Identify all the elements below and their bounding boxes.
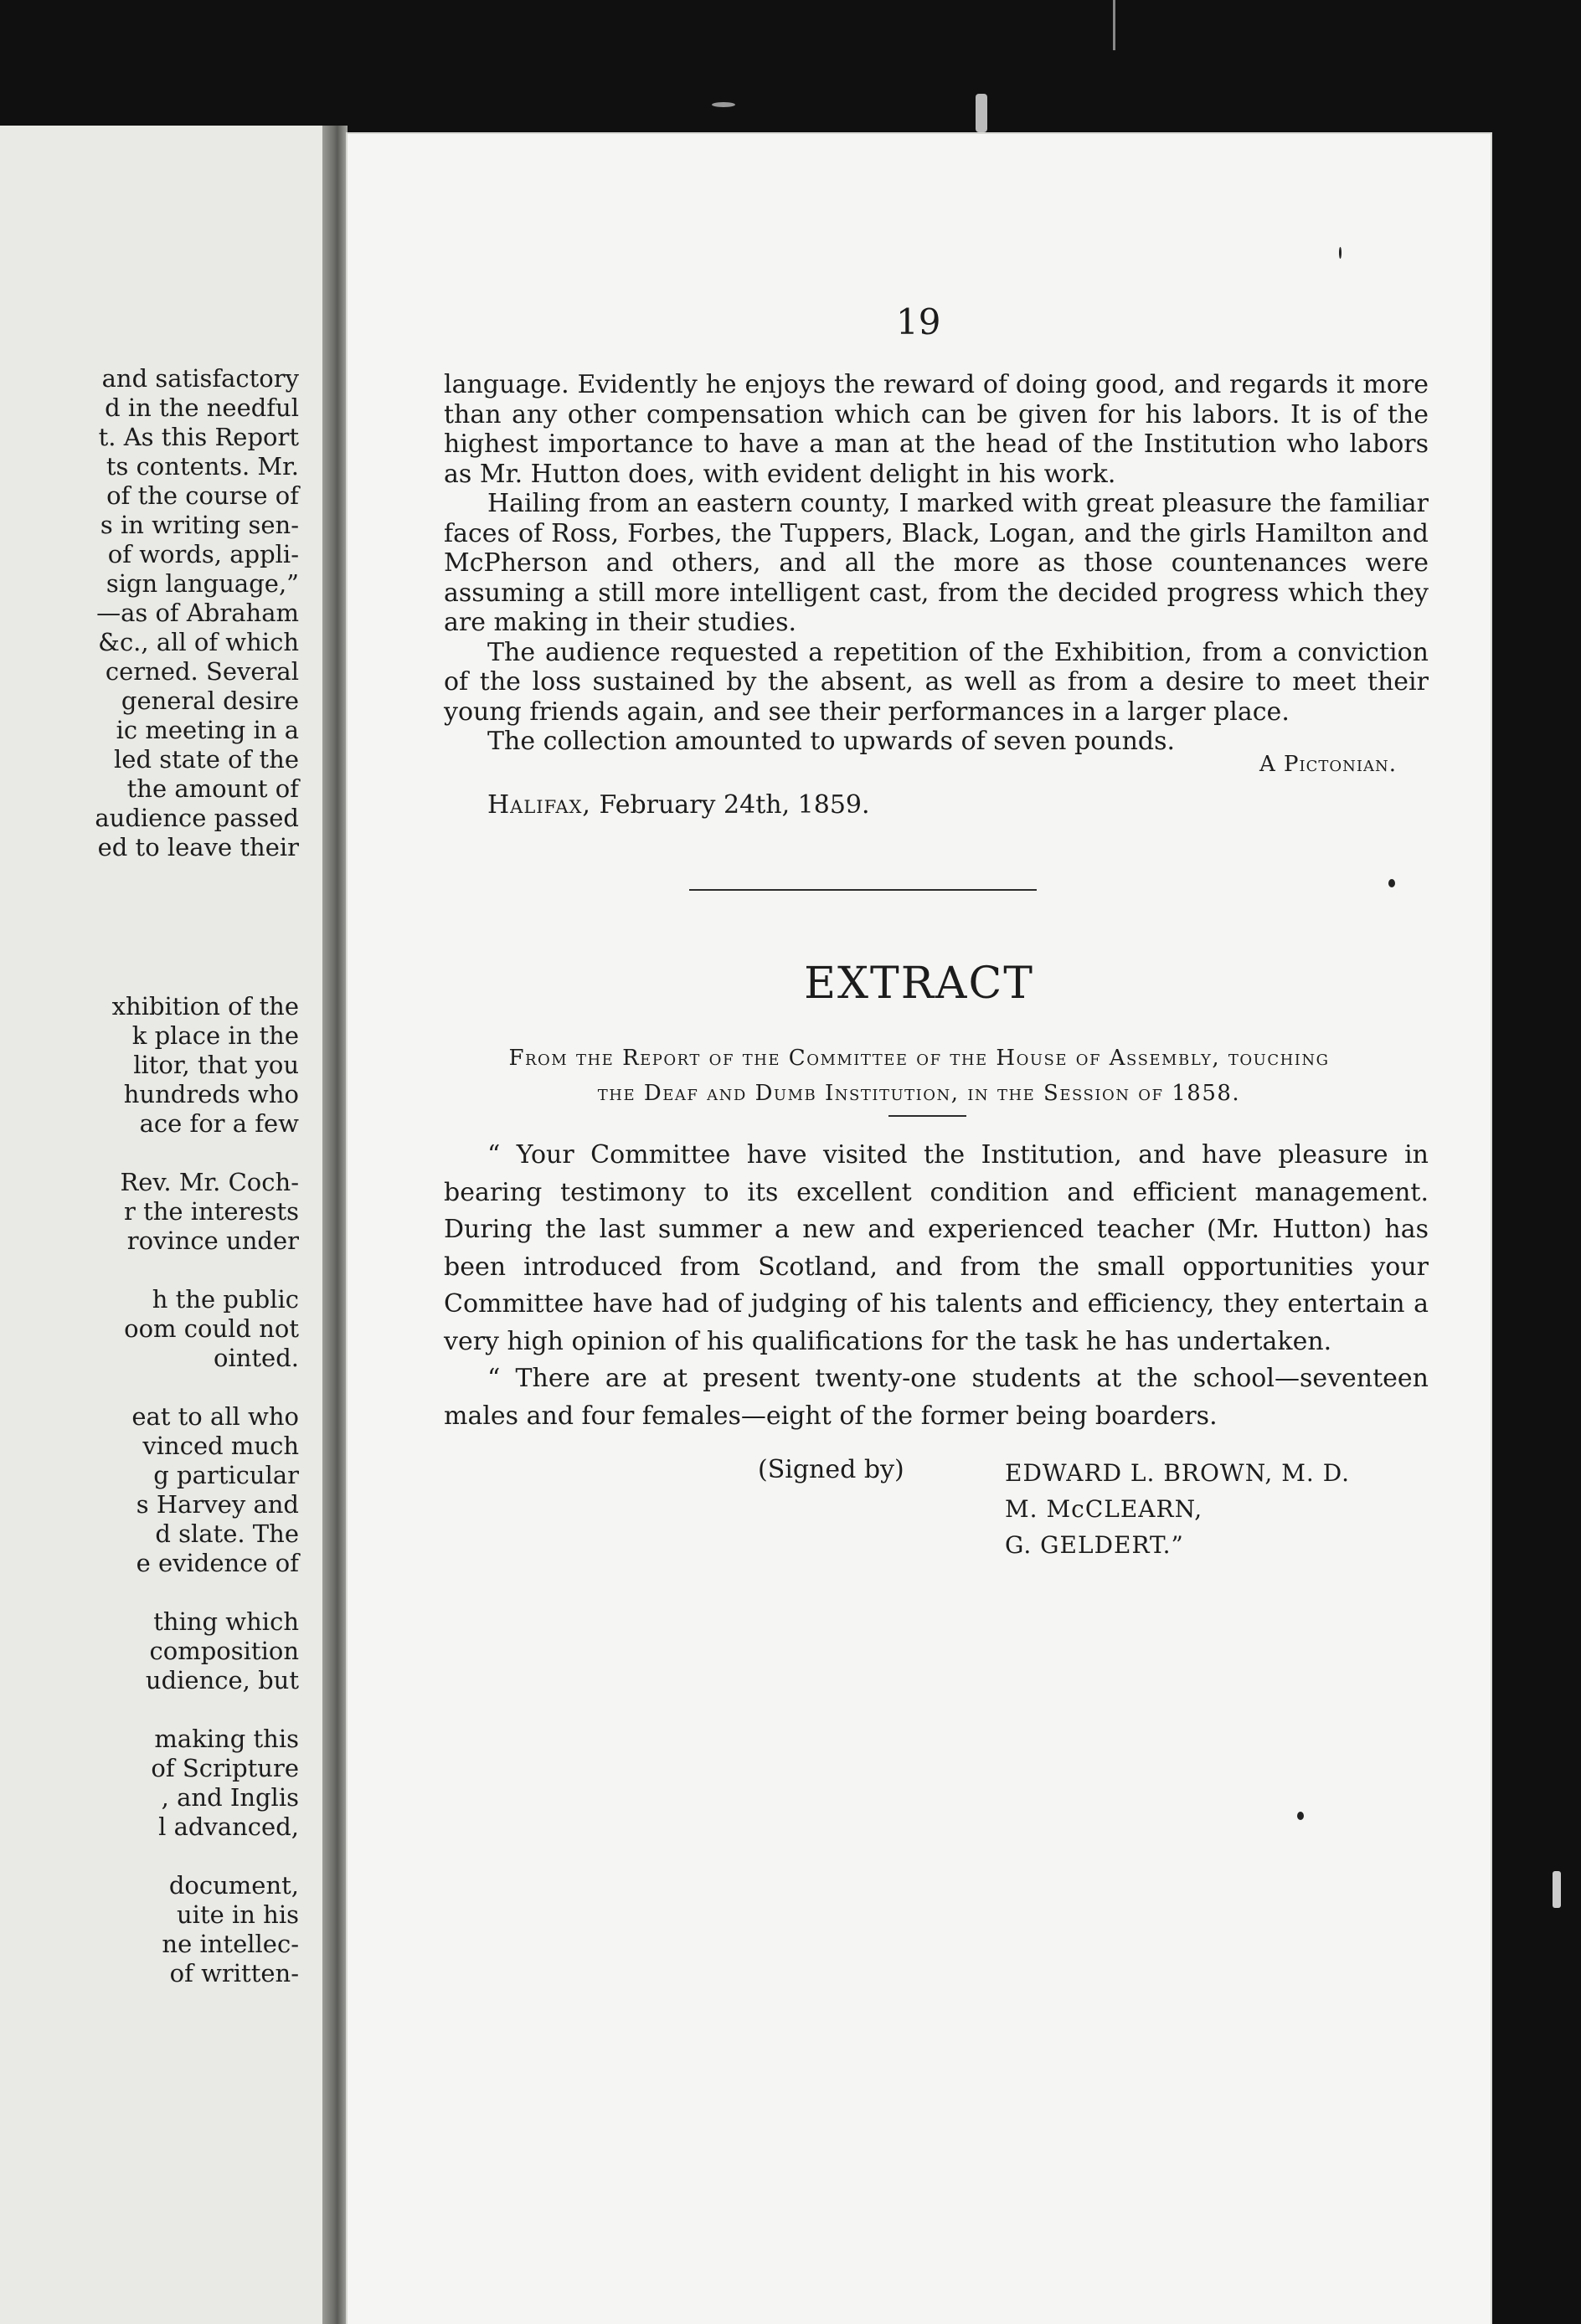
left-line: ne intellec-	[162, 1930, 299, 1958]
dateline-place: Halifax,	[487, 790, 591, 820]
extract-subheading	[348, 1041, 1491, 1111]
left-line: cerned. Several	[105, 657, 299, 686]
left-line: s in writing sen-	[100, 511, 299, 539]
left-page-fragment	[0, 126, 322, 2324]
extract-subheading-line: From the Report of the Committee of the House of Assembly, touching	[508, 1046, 1330, 1071]
letter-dateline	[487, 790, 870, 820]
left-line: and satisfactory	[101, 364, 299, 393]
letter-paragraph: language. Evidently he enjoys the reward of doing good, and regards it more than any other compensation which can be given for his labors. It is of the highest importance to have a man at the head of the Institution who labors as Mr. Hutton does, with evident delight in his work.	[444, 370, 1429, 489]
left-line: of Scripture	[151, 1754, 299, 1782]
left-line: r the interests	[123, 1197, 299, 1226]
extract-subheading-line: the Deaf and Dumb Institution, in the Session of 1858.	[597, 1081, 1241, 1106]
left-line: d in the needful	[105, 393, 299, 422]
left-line: ts contents. Mr.	[106, 452, 299, 481]
left-line: sign language,”	[106, 569, 299, 598]
left-line: document,	[168, 1871, 299, 1900]
letter-paragraph: Hailing from an eastern county, I marked with great pleasure the familiar faces of Ross, Forbes, the Tuppers, Black, Logan, and the girls Hamilton and McPherson and others, and all the more as those countenances were assuming a still more intelligent cast, from the decided progress which they are making in their studies.	[444, 489, 1429, 637]
left-line: audience passed	[95, 804, 299, 832]
left-block-7	[0, 1725, 299, 1842]
left-line: composition	[149, 1637, 299, 1665]
left-line: uite in his	[177, 1900, 299, 1929]
left-line: the amount of	[126, 774, 299, 803]
left-block-1	[0, 364, 299, 862]
letter-paragraph: The collection amounted to upwards of seven pounds.	[487, 727, 1176, 756]
left-line: of words, appli-	[107, 540, 299, 568]
left-line: udience, but	[145, 1666, 299, 1694]
left-line: led state of the	[114, 745, 299, 774]
left-line: —as of Abraham	[96, 599, 299, 627]
book-binding-gutter	[322, 126, 348, 2324]
left-line: , and Inglis	[161, 1783, 299, 1812]
left-line: d slate. The	[155, 1519, 299, 1548]
left-line: vinced much	[142, 1432, 299, 1460]
left-block-4	[0, 1285, 299, 1373]
left-block-6	[0, 1607, 299, 1695]
left-line: Rev. Mr. Coch-	[120, 1168, 299, 1196]
scan-speck	[1339, 247, 1342, 259]
signer-name: EDWARD L. BROWN, M. D.	[1005, 1459, 1351, 1487]
scan-speck	[712, 102, 735, 107]
left-line: eat to all who	[131, 1402, 299, 1431]
page-19	[348, 134, 1491, 2324]
extract-paragraph: “ There are at present twenty-one students at the school—seventeen males and four females—eight of the former being boarders.	[444, 1364, 1429, 1431]
left-line: e evidence of	[136, 1549, 299, 1577]
left-line: xhibition of the	[111, 992, 299, 1021]
left-line: l advanced,	[158, 1812, 299, 1841]
section-divider	[689, 889, 1037, 891]
letter-body	[444, 370, 1429, 757]
left-line: ace for a few	[139, 1109, 299, 1138]
left-line: t. As this Report	[98, 423, 299, 451]
left-line: g particular	[153, 1461, 299, 1489]
extract-heading: EXTRACT	[804, 959, 1034, 1009]
left-line: ed to leave their	[97, 833, 299, 861]
left-line: of the course of	[106, 481, 299, 510]
left-line: &c., all of which	[98, 628, 299, 656]
left-line: k place in the	[131, 1021, 299, 1050]
left-line: hundreds who	[123, 1080, 299, 1108]
left-line: thing which	[153, 1607, 299, 1636]
left-line: rovince under	[126, 1226, 299, 1255]
left-block-3	[0, 1168, 299, 1256]
scan-speck	[1553, 1871, 1561, 1908]
signed-by-label: (Signed by)	[758, 1455, 904, 1484]
left-line: s Harvey and	[136, 1490, 299, 1519]
left-line: oom could not	[124, 1314, 299, 1343]
extract-paragraph: “ Your Committee have visited the Institution, and have pleasure in bearing testimony to its excellent condition and efficient management. During the last summer a new and experienced teacher (Mr. Hutton) has been introduced from Scotland, and from the small opportunities your Committee have had of judging of his talents and efficiency, they entertain a very high opinion of his qualifications for the task he has undertaken.	[444, 1140, 1429, 1356]
left-block-2	[0, 992, 299, 1139]
left-block-8	[0, 1871, 299, 1988]
heading-divider	[888, 1115, 966, 1117]
left-line: of written-	[169, 1959, 299, 1987]
scan-speck	[1388, 879, 1395, 887]
scan-speck	[1297, 1812, 1304, 1820]
left-line: making this	[154, 1725, 299, 1753]
left-page-text	[0, 364, 299, 2018]
left-line: ic meeting in a	[116, 716, 299, 744]
extract-body	[444, 1137, 1429, 1435]
left-line: h the public	[152, 1285, 299, 1314]
signers-list	[1005, 1455, 1350, 1563]
dateline-date: February 24th, 1859.	[599, 790, 870, 820]
left-block-5	[0, 1402, 299, 1578]
signer-name: G. GELDERT.”	[1005, 1531, 1184, 1559]
scan-speck	[976, 94, 987, 132]
left-line: ointed.	[213, 1344, 299, 1372]
left-line: litor, that you	[133, 1051, 299, 1079]
letter-paragraph: The audience requested a repetition of the Exhibition, from a conviction of the loss sustained by the absent, as well as from a desire to meet their young friends again, and see their performances in a larger place.	[444, 637, 1429, 727]
letter-signature: A Pictonian.	[1259, 752, 1397, 777]
left-line: general desire	[121, 686, 299, 715]
scan-speck	[1113, 0, 1115, 50]
signer-name: M. McCLEARN,	[1005, 1495, 1203, 1523]
page-number: 19	[896, 301, 941, 342]
